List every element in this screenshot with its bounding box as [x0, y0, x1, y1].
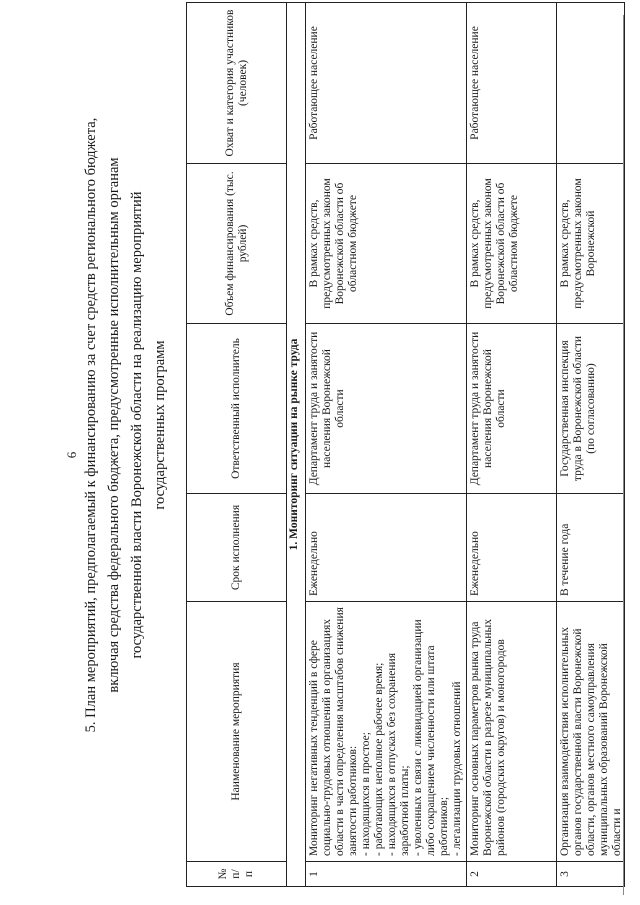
row-funding: В рамках средств, предусмотренных законом Воронежской — [557, 164, 625, 324]
row-name-item: - уволенных в связи с ликвидацией организации либо сокращением численности или штата работников; — [412, 619, 450, 856]
plan-table — [186, 2, 625, 887]
heading-line-2: включая средства федерального бюджета, предусмотренные исполнительным органам — [106, 157, 122, 693]
row-funding: В рамках средств, предусмотренных законом Воронежской области об областном бюджете — [306, 164, 467, 324]
row-name: Мониторинг негативных тенденций в сфере социально-трудовых отношений в организациях области в части определения масштабов снижения занятости работников: — [308, 607, 359, 856]
row-name-item: - легализации трудовых отношений — [451, 681, 463, 856]
header-name: Наименование мероприятия — [187, 602, 287, 862]
row-executor: Департамент труда и занятости населения Воронежской области — [467, 324, 557, 494]
table-row — [557, 3, 625, 887]
table-header-row — [187, 3, 287, 887]
header-executor: Ответственный исполнитель — [187, 324, 287, 494]
heading-line-3: государственной власти Воронежской области на реализацию мероприятий — [129, 191, 145, 659]
row-term: В течение года — [557, 494, 625, 602]
section-row — [287, 3, 306, 887]
header-term: Срок исполнения — [187, 494, 287, 602]
heading-line-4: государственных программ — [152, 340, 168, 510]
row-funding: В рамках средств, предусмотренных законом Воронежской области об областном бюджете — [467, 164, 557, 324]
row-name: Организация взаимодействия исполнительных органов государственной власти Воронежской области, органов местного самоуправления муниципальных образований Воронежской области и — [557, 602, 625, 862]
header-funding: Объем финансирования (тыс. рублей) — [187, 164, 287, 324]
row-coverage: Работающее население — [306, 3, 467, 164]
table-row — [467, 3, 557, 887]
row-coverage — [557, 3, 625, 164]
row-coverage: Работающее население — [467, 3, 557, 164]
row-term: Еженедельно — [306, 494, 467, 602]
row-num: 2 — [467, 862, 557, 887]
row-term: Еженедельно — [467, 494, 557, 602]
row-name-cell — [306, 602, 467, 862]
row-name-item: - находящихся в простое; — [360, 732, 372, 856]
row-executor: Департамент труда и занятости населения Воронежской области — [306, 324, 467, 494]
row-name: Мониторинг основных параметров рынка труда Воронежской области в разрезе муниципальных районов (городских округов) и моногородов — [467, 602, 557, 862]
row-num: 3 — [557, 862, 625, 887]
row-executor: Государственная инспекция труда в Воронежской области (по согласованию) — [557, 324, 625, 494]
page-number: 6 — [64, 451, 79, 459]
row-name-item: - работающих неполное рабочее время; — [373, 662, 385, 856]
section-title: 1. Мониторинг ситуации на рынке труда — [287, 3, 306, 887]
row-name-item: - находящихся в отпусках без сохранения заработной платы; — [386, 652, 411, 856]
heading-line-1: 5. План мероприятий, предполагаемый к финансированию за счет средств регионального бюджета, — [83, 117, 99, 733]
scan-edge-line — [623, 15, 624, 895]
header-coverage: Охват и категория участников (человек) — [187, 3, 287, 164]
table-row — [306, 3, 467, 887]
document-heading — [80, 45, 172, 805]
header-num: № п/п — [187, 862, 287, 887]
row-num: 1 — [306, 862, 467, 887]
